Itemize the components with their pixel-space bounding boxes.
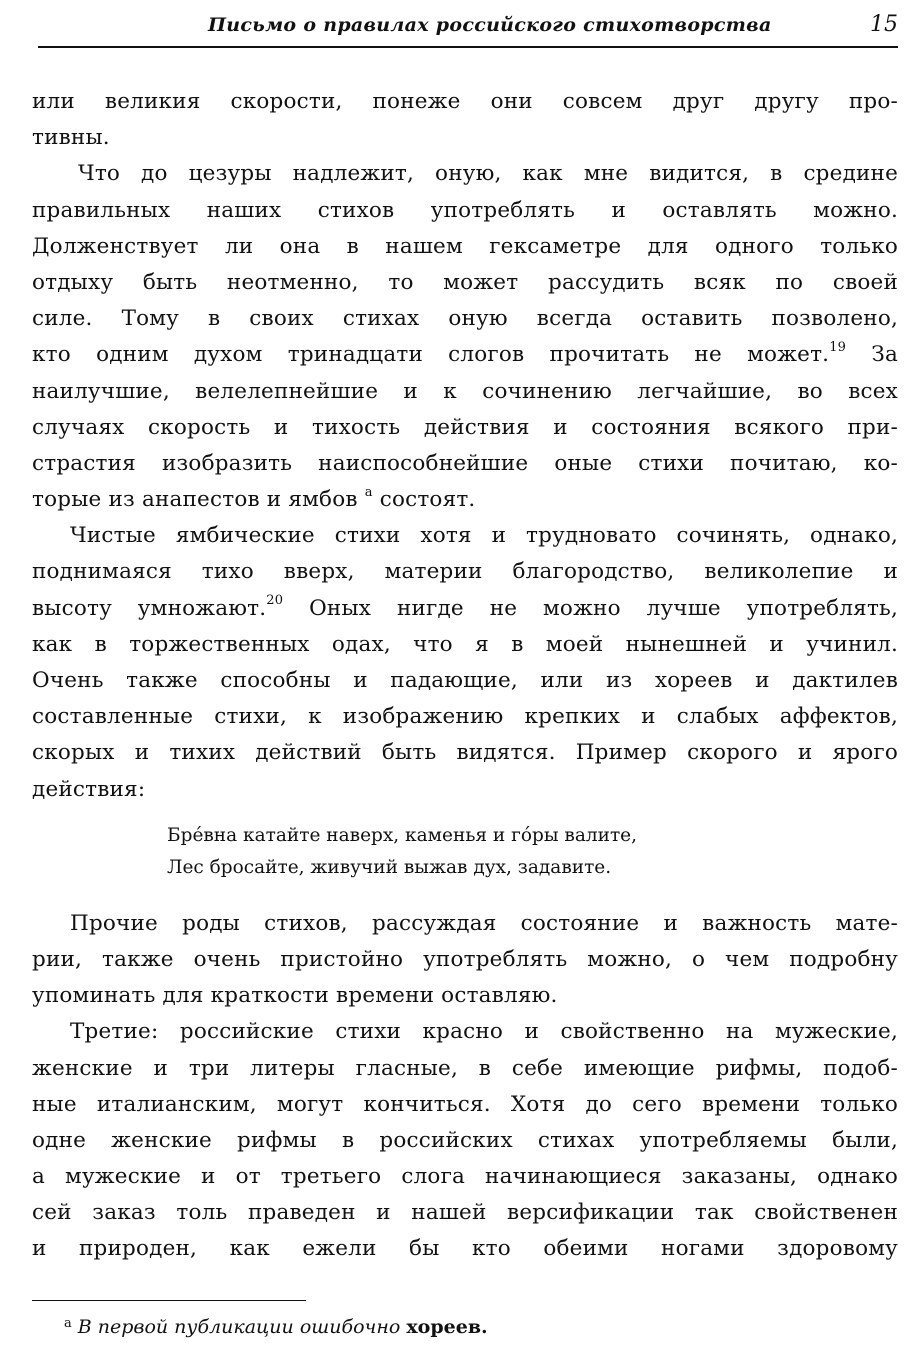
text-line: сей заказ толь праведен и нашей версификации так свойственен	[32, 1200, 898, 1226]
text-span: Оных нигде не можно лучше употреблять,	[309, 595, 898, 621]
text-span: состоят.	[379, 487, 476, 513]
text-line: страстия изобразить наиспособнейшие оные стихи почитаю, ко-	[32, 450, 898, 476]
note-ref-19: 19	[829, 340, 847, 356]
note-ref-a: a	[364, 484, 373, 500]
page-number: 15	[870, 12, 898, 37]
text-line: и природен, как ежели бы кто обеими ногами здоровому	[32, 1236, 898, 1262]
footnote-text: В первой публикации ошибочно	[77, 1316, 401, 1338]
text-line: или великия скорости, понеже они совсем друг другу про-	[32, 89, 898, 114]
footnote	[64, 1316, 488, 1338]
text-line: действия:	[32, 776, 146, 802]
text-span: кто одним духом тринадцати слогов прочитать не может.	[32, 342, 830, 368]
page	[32, 0, 898, 1364]
text-line: тивны.	[32, 125, 110, 151]
text-line: правильных наших стихов употреблять и оставлять можно.	[32, 197, 898, 223]
text-line	[32, 482, 898, 518]
text-line	[32, 337, 898, 373]
body-text	[32, 84, 898, 1268]
footnote-rule	[32, 1300, 306, 1301]
text-line: составленные стихи, к изображению крепких и слабых аффектов,	[32, 704, 898, 730]
running-title: Письмо о правилах российского стихотворства	[208, 14, 772, 36]
note-ref-20: 20	[266, 593, 284, 609]
text-line: силе. Тому в своих стихах оную всегда оставить позволено,	[32, 306, 898, 332]
text-line: женские и три литеры гласные, в себе имеющие рифмы, подоб-	[32, 1055, 898, 1081]
text-line: Очень также способны и падающие, или из хореев и дактилев	[32, 668, 898, 693]
text-span: торые из анапестов и ямбов	[32, 487, 358, 513]
text-line: Долженствует ли она в нашем гексаметре для одного только	[32, 233, 898, 259]
text-line: Третие: российские стихи красно и свойственно на мужеские,	[70, 1019, 898, 1045]
text-line: Прочие роды стихов, рассуждая состояние и важность мате-	[70, 910, 898, 936]
text-line: упоминать для краткости времени оставляю.	[32, 983, 558, 1009]
footnote-mark: a	[64, 1316, 72, 1331]
text-line: ные италианским, могут кончиться. Хотя до сего времени только	[32, 1091, 898, 1117]
text-line: случаях скорость и тихость действия и состояния всякого при-	[32, 414, 898, 440]
verse-quote	[32, 820, 898, 884]
text-line: поднимаяся тихо вверх, материи благородство, великолепие и	[32, 559, 898, 585]
text-line: рии, также очень пристойно употреблять можно, о чем подробну	[32, 946, 898, 972]
text-line: отдыху быть неотменно, то может рассудить всяк по своей	[32, 269, 898, 295]
text-line: наилучшие, велелепнейшие и к сочинению легчайшие, во всех	[32, 378, 898, 404]
text-line: как в торжественных одах, что я в моей нынешней и учинил.	[32, 631, 898, 657]
verse-line: Брéвна катайте наверх, каменья и гóры валите,	[167, 824, 638, 846]
text-line: одне женские рифмы в российских стихах употребляемы были,	[32, 1127, 898, 1153]
text-line	[32, 591, 898, 627]
text-line: скорых и тихих действий быть видятся. Пример скорого и ярого	[32, 740, 898, 766]
footnote-word: хореев.	[406, 1316, 488, 1338]
running-head	[38, 6, 898, 48]
text-span: высоту умножают.	[32, 595, 267, 621]
text-line: Что до цезуры надлежит, оную, как мне видится, в средине	[78, 161, 898, 187]
text-line: Чистые ямбические стихи хотя и трудновато сочинять, однако,	[70, 523, 898, 549]
text-line: а мужеские и от третьего слога начинающиеся заказаны, однако	[32, 1164, 898, 1190]
verse-line: Лес бросайте, живучий выжав дух, задавите.	[167, 856, 612, 878]
text-span: За	[871, 342, 898, 368]
